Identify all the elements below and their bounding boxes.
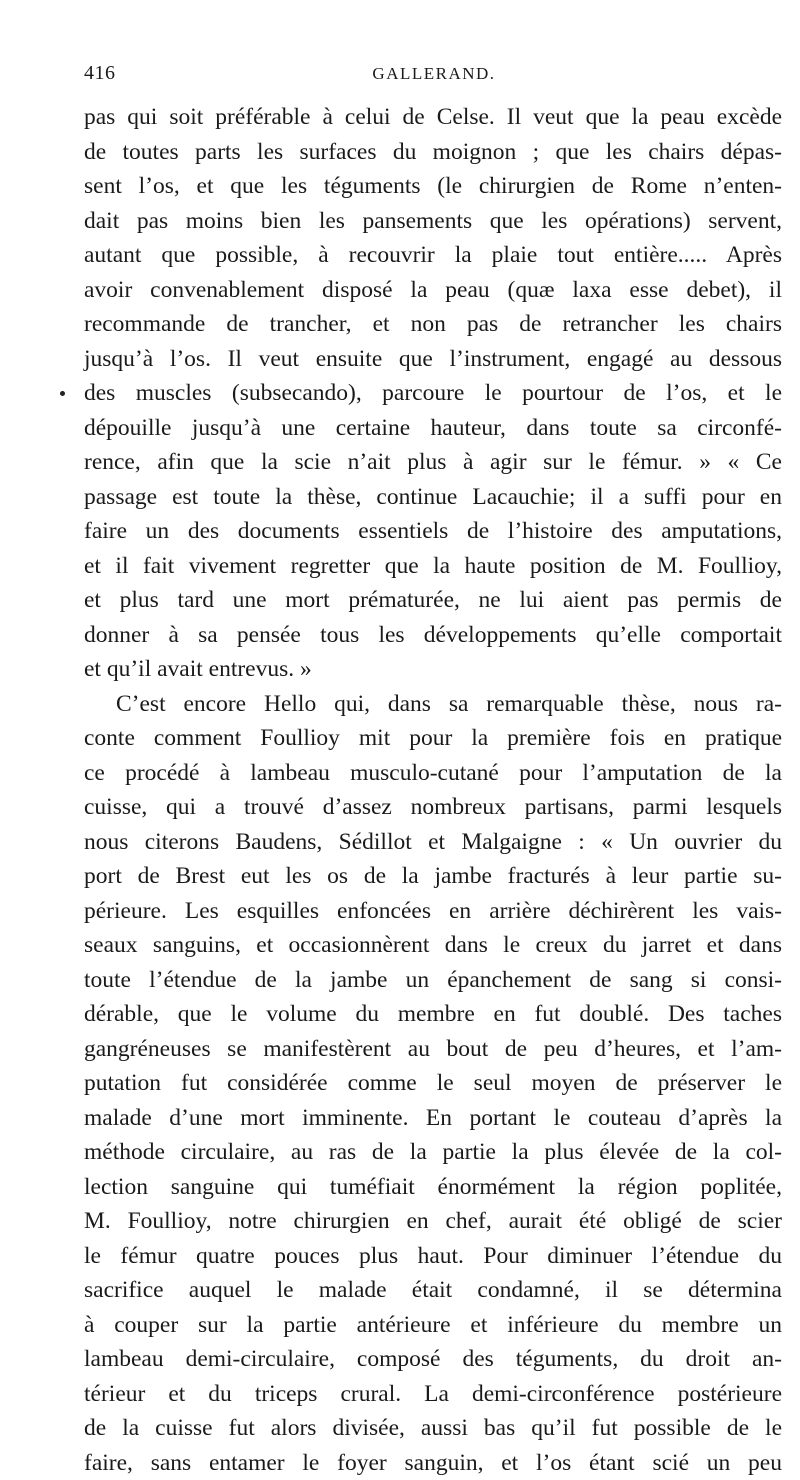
text-line: nous citerons Baudens, Sédillot et Malgaigne : « Un ouvrier du [84, 825, 782, 860]
text-line: périeure. Les esquilles enfoncées en arrière déchirèrent les vais- [84, 894, 782, 929]
text-line: conte comment Foullioy mit pour la première fois en pratique [84, 721, 782, 756]
text-line: avoir convenablement disposé la peau (quæ laxa esse debet), il [84, 273, 782, 308]
text-line: M. Foullioy, notre chirurgien en chef, aurait été obligé de scier [84, 1204, 782, 1239]
text-line: et qu’il avait entrevus. » [84, 652, 782, 687]
text-line: dait pas moins bien les pansements que les opérations) servent, [84, 204, 782, 239]
text-line: dépouille jusqu’à une certaine hauteur, dans toute sa circonfé- [84, 411, 782, 446]
text-line: sacrifice auquel le malade était condamné, il se détermina [84, 1273, 782, 1308]
text-line: donner à sa pensée tous les développements qu’elle comportait [84, 618, 782, 653]
text-line: faire un des documents essentiels de l’histoire des amputations, [84, 514, 782, 549]
text-line: recommande de trancher, et non pas de retrancher les chairs [84, 307, 782, 342]
text-line: des muscles (subsecando), parcoure le pourtour de l’os, et le [84, 376, 782, 411]
text-line: de la cuisse fut alors divisée, aussi bas qu’il fut possible de le [84, 1411, 782, 1446]
text-line: port de Brest eut les os de la jambe fracturés à leur partie su- [84, 859, 782, 894]
text-line: pas qui soit préférable à celui de Celse. Il veut que la peau excède [84, 100, 782, 135]
page-header [84, 62, 784, 90]
text-line: putation fut considérée comme le seul moyen de préserver le [84, 1066, 782, 1101]
text-line: dérable, que le volume du membre en fut doublé. Des taches [84, 997, 782, 1032]
text-line: et il fait vivement regretter que la haute position de M. Foullioy, [84, 549, 782, 584]
running-head: GALLERAND. [84, 64, 784, 84]
body-text [84, 100, 782, 1480]
text-line: ce procédé à lambeau musculo-cutané pour l’amputation de la [84, 756, 782, 791]
text-line: lection sanguine qui tuméfiait énormément la région poplitée, [84, 1170, 782, 1205]
margin-ink-dot [60, 391, 65, 396]
text-line: seaux sanguins, et occasionnèrent dans le creux du jarret et dans [84, 928, 782, 963]
text-line: toute l’étendue de la jambe un épanchement de sang si consi- [84, 963, 782, 998]
text-line: le fémur quatre pouces plus haut. Pour diminuer l’étendue du [84, 1239, 782, 1274]
text-line: rence, afin que la scie n’ait plus à agir sur le fémur. » « Ce [84, 445, 782, 480]
text-line: passage est toute la thèse, continue Lacauchie; il a suffi pour en [84, 480, 782, 515]
text-line: de toutes parts les surfaces du moignon ; que les chairs dépas- [84, 135, 782, 170]
text-line: cuisse, qui a trouvé d’assez nombreux partisans, parmi lesquels [84, 790, 782, 825]
text-line: malade d’une mort imminente. En portant le couteau d’après la [84, 1101, 782, 1136]
text-line: C’est encore Hello qui, dans sa remarquable thèse, nous ra- [84, 687, 782, 722]
text-line: faire, sans entamer le foyer sanguin, et l’os étant scié un peu [84, 1446, 782, 1480]
text-line: térieur et du triceps crural. La demi-circonférence postérieure [84, 1377, 782, 1412]
text-line: et plus tard une mort prématurée, ne lui aient pas permis de [84, 583, 782, 618]
text-line: autant que possible, à recouvrir la plaie tout entière..... Après [84, 238, 782, 273]
text-line: à couper sur la partie antérieure et inférieure du membre un [84, 1308, 782, 1343]
page-number: 416 [84, 62, 116, 85]
text-line: gangréneuses se manifestèrent au bout de peu d’heures, et l’am- [84, 1032, 782, 1067]
text-line: sent l’os, et que les téguments (le chirurgien de Rome n’enten- [84, 169, 782, 204]
text-line: méthode circulaire, au ras de la partie la plus élevée de la col- [84, 1135, 782, 1170]
text-line: lambeau demi-circulaire, composé des téguments, du droit an- [84, 1342, 782, 1377]
text-line: jusqu’à l’os. Il veut ensuite que l’instrument, engagé au dessous [84, 342, 782, 377]
